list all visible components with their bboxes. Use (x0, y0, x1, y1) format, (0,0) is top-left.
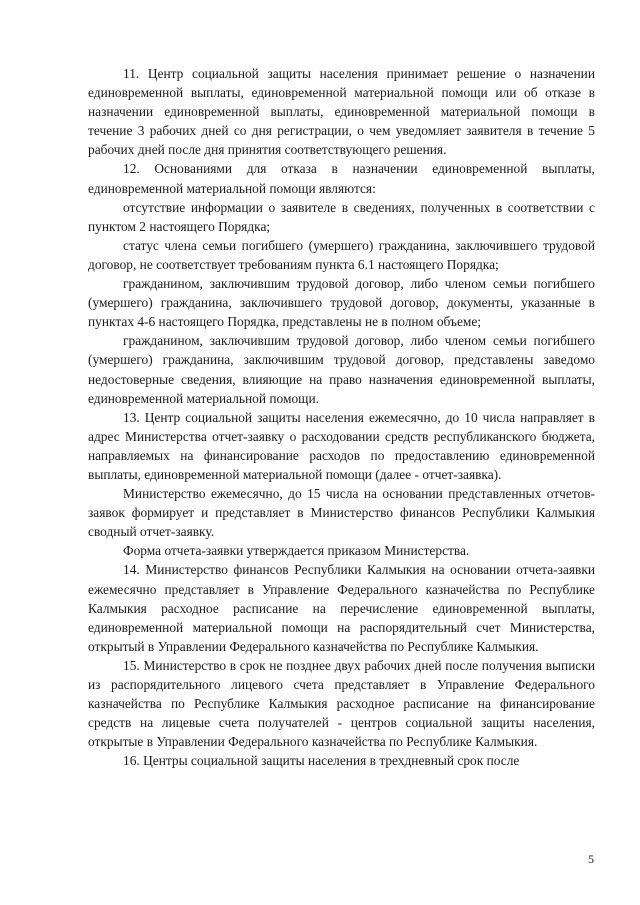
paragraph-16-centers: 16. Центры социальной защиты населения в трехдневный срок после (123, 753, 520, 769)
refusal-ground-false-information: гражданином, заключившим трудовой договор, либо членом семьи погибшего (умершего) гражданина, заключившим трудовой договор, представлены заведомо недостоверные сведения, влияющие на право назначения единовременной выплаты, единовременной материальной помощи. (88, 333, 595, 406)
paragraph-13-report-request: 13. Центр социальной защиты населения ежемесячно, до 10 числа направляет в адрес Министерства отчет-заявку о расходовании средств республиканского бюджета, направляемых на финансирование расходов по предоставлению единовременной выплаты, единовременной материальной помощи (далее - отчет-заявка). (88, 409, 595, 482)
paragraph-12-refusal-grounds: 12. Основаниями для отказа в назначении единовременной выплаты, единовременной материальной помощи являются: (88, 161, 595, 196)
paragraph-11-decision: 11. Центр социальной защиты населения принимает решение о назначении единовременной выплаты, единовременной материальной помощи или об отказе в назначении единовременной выплаты, единовременной материальной помощи в течение 3 рабочих дней со дня регистрации, о чем уведомляет заявителя в течение 5 рабочих дней после дня принятия соответствующего решения. (88, 66, 595, 158)
page-number: 5 (588, 852, 594, 866)
refusal-ground-family-status: статус члена семьи погибшего (умершего) гражданина, заключившего трудовой договор, не соответствует требованиям пункта 6.1 настоящего Порядка; (88, 237, 595, 272)
paragraph-ministry-summary-report: Министерство ежемесячно, до 15 числа на основании представленных отчетов-заявок формирует и представляет в Министерство финансов Республики Калмыкия сводный отчет-заявку. (88, 486, 595, 540)
paragraph-15-ministry-schedule: 15. Министерство в срок не позднее двух рабочих дней после получения выписки из распорядительного лицевого счета представляет в Управление Федерального казначейства по Республике Калмыкия расходное расписание на финансирование средств на лицевые счета получателей - центров социальной защиты населения, открытые в Управлении Федерального казначейства по Республике Калмыкия. (88, 657, 595, 750)
document-body (88, 64, 595, 770)
refusal-ground-no-information: отсутствие информации о заявителе в сведениях, полученных в соответствии с пунктом 2 настоящего Порядка; (88, 199, 595, 234)
refusal-ground-incomplete-documents: гражданином, заключившим трудовой договор, либо членом семьи погибшего (умершего) гражданина, заключившего трудовой договор, документы, указанные в пунктах 4-6 настоящего Порядка, представлены не в полном объеме; (88, 276, 595, 330)
paragraph-14-finance-ministry: 14. Министерство финансов Республики Калмыкия на основании отчета-заявки ежемесячно представляет в Управление Федерального казначейства по Республике Калмыкия расходное расписание на перечисление единовременной выплаты, единовременной материальной помощи на распорядительный счет Министерства, открытый в Управлении Федерального казначейства по Республике Калмыкия. (88, 562, 595, 654)
paragraph-report-form: Форма отчета-заявки утверждается приказом Министерства. (123, 543, 470, 559)
